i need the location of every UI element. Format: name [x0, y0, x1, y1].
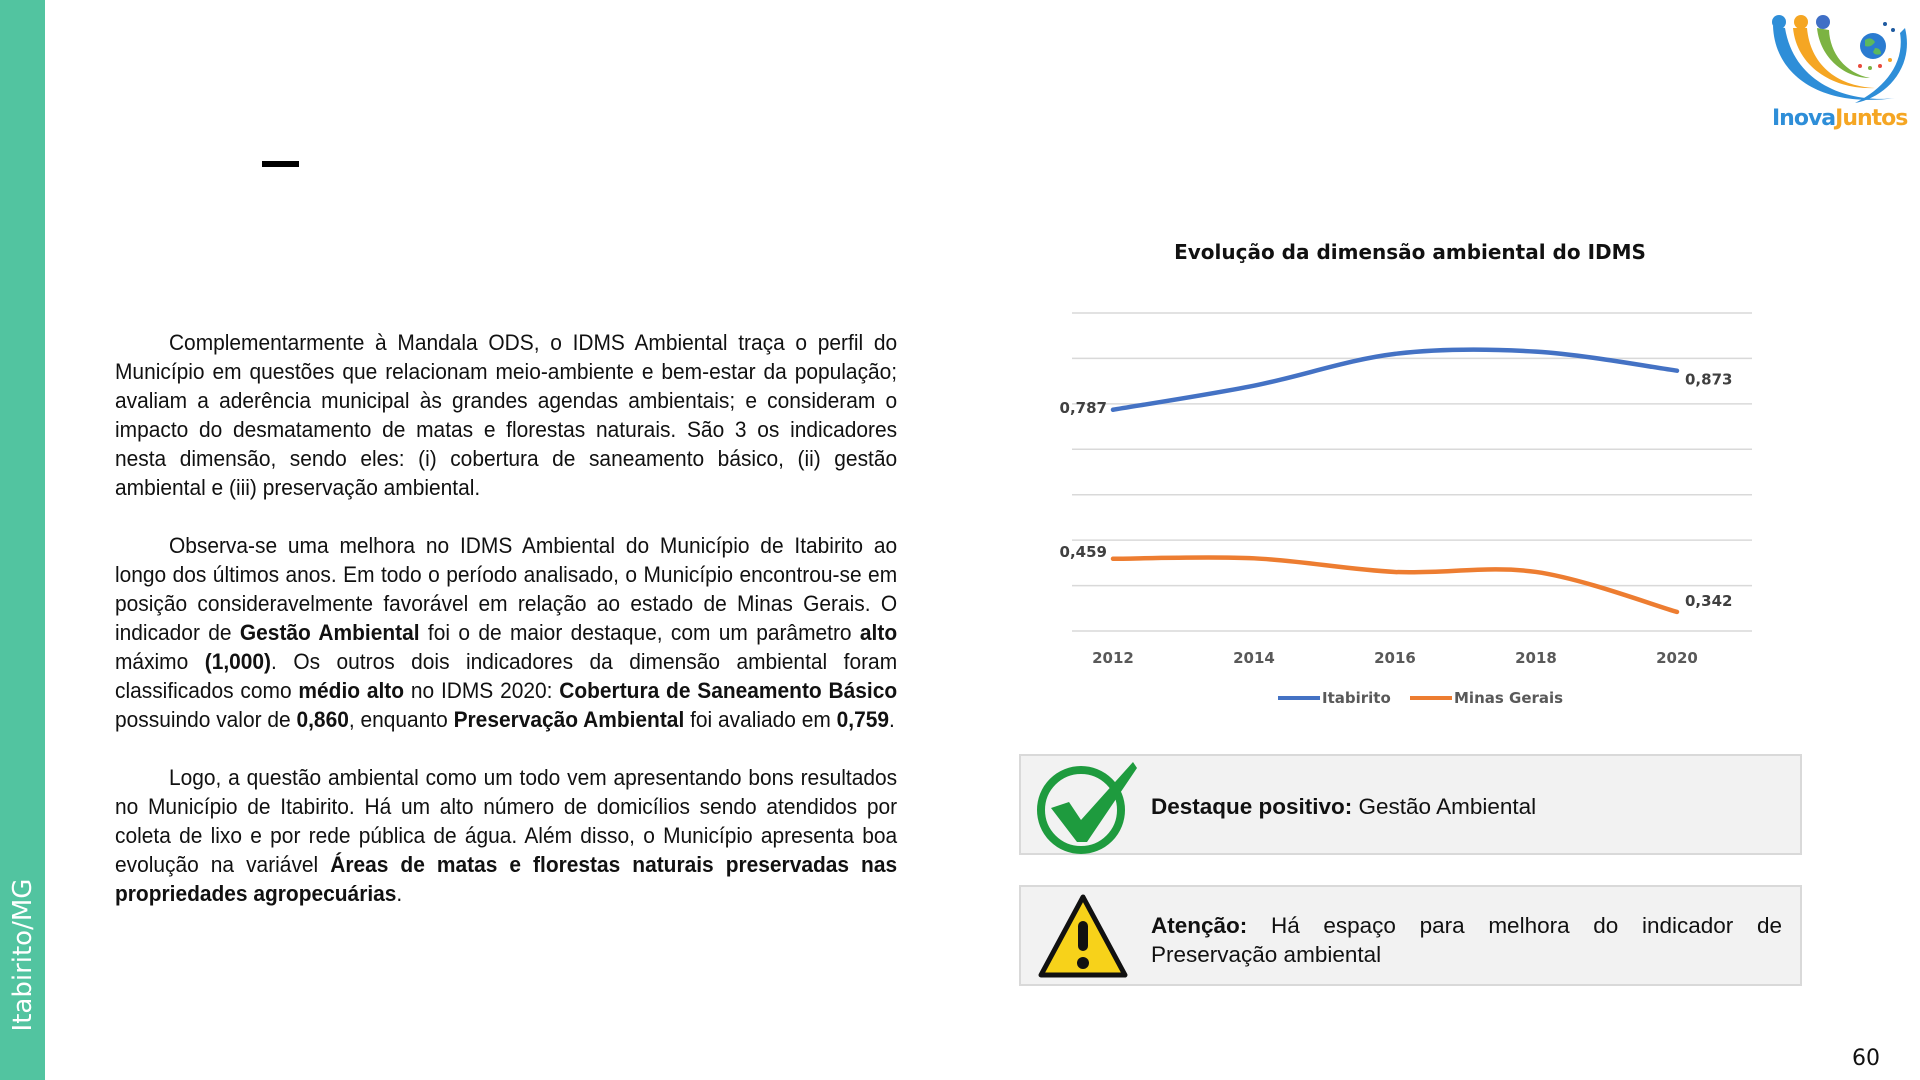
positive-highlight-box: [1019, 754, 1802, 855]
paragraph: Observa-se uma melhora no IDMS Ambiental do Município de Itabirito ao longo dos últimos anos. Em todo o período analisado, o Município encontrou-se em posição consideravelmente favorável em relação ao estado de Minas Gerais. O indicador de Gestão Ambiental foi o de maior destaque, com um parâmetro alto máximo (1,000). Os outros dois indicadores da dimensão ambiental foram classificados como médio alto no IDMS 2020: Cobertura de Saneamento Básico possuindo valor de 0,860, enquanto Preservação Ambiental foi avaliado em 0,759.: [115, 533, 898, 732]
attention-text: Atenção: Há espaço para melhora do indicador de Preservação ambiental: [1151, 913, 1782, 967]
series-line-minas-gerais: [1113, 557, 1677, 611]
x-tick-label: 2016: [1374, 649, 1416, 667]
logo-text: InovaJuntos: [1772, 106, 1908, 131]
x-tick-label: 2012: [1092, 649, 1134, 667]
data-label: 0,787: [1059, 398, 1107, 417]
municipality-label: Itabirito/MG: [7, 878, 38, 1032]
page-number: 60: [1852, 1046, 1880, 1071]
globe-icon: [1860, 33, 1886, 59]
legend-label: Minas Gerais: [1454, 689, 1564, 707]
body-text: [115, 328, 897, 937]
title-dash: [262, 161, 299, 167]
paragraph: Complementarmente à Mandala ODS, o IDMS Ambiental traça o perfil do Município em questões que relacionam meio-ambiente e bem-estar da população; avaliam a aderência municipal às grandes agendas ambientais; e consideram o impacto do desmatamento de matas e florestas naturais. São 3 os indicadores nesta dimensão, sendo eles: (i) cobertura de saneamento básico, (ii) gestão ambiental e (iii) preservação ambiental.: [115, 330, 898, 500]
x-tick-label: 2020: [1656, 649, 1698, 667]
sidebar: [0, 0, 45, 1080]
check-circle-icon: [1029, 760, 1139, 855]
positive-highlight-text: Destaque positivo: Gestão Ambiental: [1151, 794, 1537, 819]
attention-box: [1019, 885, 1802, 986]
data-label: 0,342: [1685, 591, 1733, 610]
data-label: 0,459: [1059, 542, 1107, 561]
data-label: 0,873: [1685, 370, 1733, 389]
x-tick-label: 2018: [1515, 649, 1557, 667]
legend-label: Itabirito: [1322, 689, 1391, 707]
paragraph: Logo, a questão ambiental como um todo vem apresentando bons resultados no Município de Itabirito. Há um alto número de domicílios sendo atendidos por coleta de lixo e por rede pública de água. Além disso, o Município apresenta boa evolução na variável Áreas de matas e florestas naturais preservadas nas propriedades agropecuárias.: [115, 765, 898, 906]
chart-title: Evolução da dimensão ambiental do IDMS: [1174, 240, 1646, 264]
warning-triangle-icon: [1029, 891, 1139, 986]
x-tick-label: 2014: [1233, 649, 1275, 667]
line-chart: [1040, 290, 1770, 720]
sidebar-label-wrap: [0, 870, 45, 1040]
